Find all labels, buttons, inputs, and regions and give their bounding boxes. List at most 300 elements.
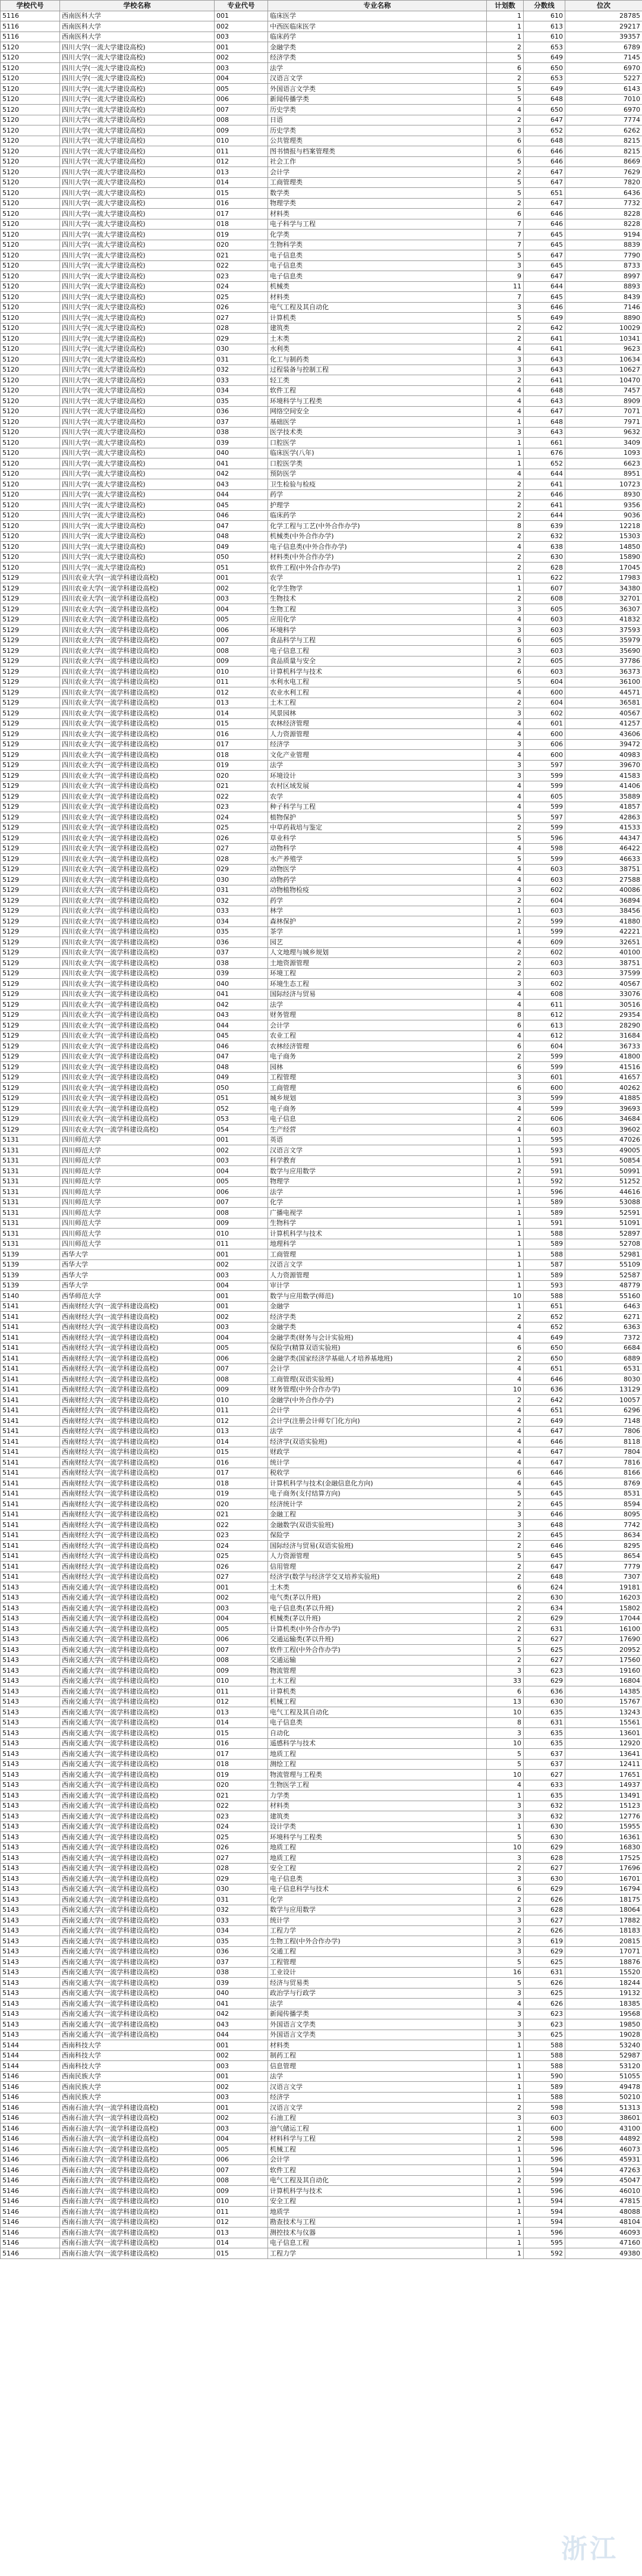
- cell-rank: 14850: [565, 542, 642, 552]
- table-row: [1, 1374, 642, 1385]
- cell-plan-count: 2: [487, 1562, 524, 1572]
- cell-plan-count: 4: [487, 937, 524, 948]
- cell-rank: 18385: [565, 1999, 642, 2009]
- cell-score-line: 630: [524, 1592, 565, 1603]
- table-row: [1, 1343, 642, 1353]
- cell-major-code: 023: [215, 1530, 268, 1541]
- cell-school-code: 5146: [1, 2092, 60, 2103]
- cell-plan-count: 1: [487, 1176, 524, 1187]
- table-row: [1, 1821, 642, 1832]
- table-row: [1, 1509, 642, 1520]
- cell-school-code: 5129: [1, 854, 60, 865]
- cell-rank: 39357: [565, 32, 642, 42]
- cell-major-name: 外国语言文学类: [268, 2019, 487, 2030]
- cell-school-code: 5120: [1, 156, 60, 167]
- cell-score-line: 649: [524, 1333, 565, 1343]
- table-row: [1, 1478, 642, 1489]
- table-row: [1, 1249, 642, 1260]
- cell-major-code: 002: [215, 1259, 268, 1270]
- table-row: [1, 708, 642, 719]
- cell-rank: 8839: [565, 240, 642, 250]
- table-row: [1, 167, 642, 178]
- cell-major-name: 轻工类: [268, 375, 487, 386]
- table-row: [1, 1197, 642, 1208]
- cell-score-line: 642: [524, 323, 565, 334]
- cell-major-code: 009: [215, 656, 268, 667]
- cell-school-name: 四川大学(一流大学建设高校): [60, 375, 215, 386]
- cell-school-code: 5141: [1, 1405, 60, 1416]
- cell-rank: 29354: [565, 1010, 642, 1020]
- cell-rank: 46633: [565, 854, 642, 865]
- cell-major-code: 005: [215, 2144, 268, 2155]
- cell-plan-count: 1: [487, 2186, 524, 2197]
- cell-rank: 29217: [565, 21, 642, 32]
- cell-rank: 47815: [565, 2196, 642, 2207]
- table-row: [1, 667, 642, 677]
- table-row: [1, 281, 642, 292]
- cell-major-name: 自动化: [268, 1728, 487, 1739]
- cell-major-name: 电子信息: [268, 1114, 487, 1124]
- cell-school-name: 西南交通大学(一流学科建设高校): [60, 1645, 215, 1655]
- cell-major-code: 040: [215, 1988, 268, 1999]
- cell-school-name: 四川农业大学(一流学科建设高校): [60, 771, 215, 781]
- cell-plan-count: 1: [487, 2154, 524, 2165]
- cell-plan-count: 1: [487, 1249, 524, 1260]
- cell-school-code: 5141: [1, 1499, 60, 1510]
- cell-major-code: 020: [215, 1499, 268, 1510]
- cell-plan-count: 2: [487, 198, 524, 209]
- cell-score-line: 610: [524, 11, 565, 21]
- cell-major-code: 036: [215, 937, 268, 948]
- cell-plan-count: 2: [487, 1863, 524, 1874]
- cell-major-code: 023: [215, 271, 268, 282]
- cell-school-code: 5129: [1, 1114, 60, 1124]
- cell-plan-count: 10: [487, 1707, 524, 1718]
- cell-plan-count: 4: [487, 1124, 524, 1135]
- cell-school-code: 5120: [1, 302, 60, 313]
- cell-school-code: 5146: [1, 2248, 60, 2259]
- cell-major-name: 数学与应用数学: [268, 1166, 487, 1177]
- cell-school-name: 西南财经大学(一流学科建设高校): [60, 1353, 215, 1364]
- cell-school-name: 四川大学(一流大学建设高校): [60, 542, 215, 552]
- cell-school-code: 5120: [1, 125, 60, 136]
- table-row: [1, 906, 642, 916]
- cell-major-code: 020: [215, 771, 268, 781]
- cell-major-code: 006: [215, 94, 268, 105]
- table-row: [1, 1093, 642, 1104]
- cell-school-name: 西华大学: [60, 1259, 215, 1270]
- cell-plan-count: 2: [487, 42, 524, 53]
- cell-major-name: 机械类(茅以升班): [268, 1613, 487, 1624]
- cell-rank: 6970: [565, 105, 642, 115]
- table-row: [1, 1686, 642, 1697]
- cell-plan-count: 1: [487, 2248, 524, 2259]
- cell-plan-count: 1: [487, 438, 524, 448]
- cell-score-line: 603: [524, 667, 565, 677]
- cell-major-code: 042: [215, 469, 268, 479]
- cell-major-name: 地质学: [268, 2207, 487, 2217]
- table-row: [1, 854, 642, 865]
- cell-school-name: 四川大学(一流大学建设高校): [60, 479, 215, 490]
- cell-plan-count: 33: [487, 1676, 524, 1686]
- cell-score-line: 592: [524, 1176, 565, 1187]
- cell-score-line: 599: [524, 1093, 565, 1104]
- cell-school-name: 四川大学(一流大学建设高校): [60, 73, 215, 84]
- cell-school-code: 5129: [1, 989, 60, 1000]
- cell-rank: 20815: [565, 1936, 642, 1947]
- cell-score-line: 653: [524, 73, 565, 84]
- cell-score-line: 651: [524, 1405, 565, 1416]
- table-row: [1, 375, 642, 386]
- cell-school-code: 5143: [1, 1946, 60, 1957]
- table-row: [1, 1717, 642, 1728]
- cell-major-code: 048: [215, 531, 268, 542]
- cell-major-name: 软件工程(中外合作办学): [268, 1645, 487, 1655]
- cell-major-code: 025: [215, 1832, 268, 1843]
- cell-major-name: 经济学类: [268, 1312, 487, 1322]
- cell-school-code: 5120: [1, 198, 60, 209]
- cell-score-line: 648: [524, 385, 565, 396]
- cell-plan-count: 3: [487, 1936, 524, 1947]
- cell-school-name: 四川大学(一流大学建设高校): [60, 94, 215, 105]
- cell-plan-count: 4: [487, 1031, 524, 1041]
- cell-plan-count: 3: [487, 427, 524, 438]
- cell-major-name: 国际经济与贸易(双语实验班): [268, 1541, 487, 1551]
- cell-school-code: 5143: [1, 1925, 60, 1936]
- cell-major-code: 013: [215, 698, 268, 708]
- table-row: [1, 302, 642, 313]
- cell-school-code: 5120: [1, 385, 60, 396]
- cell-rank: 7732: [565, 198, 642, 209]
- cell-score-line: 636: [524, 1686, 565, 1697]
- cell-major-name: 设计学类: [268, 1821, 487, 1832]
- cell-rank: 47026: [565, 1135, 642, 1145]
- table-row: [1, 1562, 642, 1572]
- cell-major-code: 020: [215, 240, 268, 250]
- cell-major-name: 建筑类: [268, 323, 487, 334]
- cell-rank: 44892: [565, 2134, 642, 2144]
- table-row: [1, 209, 642, 219]
- cell-score-line: 603: [524, 625, 565, 636]
- table-row: [1, 604, 642, 615]
- cell-plan-count: 1: [487, 1218, 524, 1229]
- cell-rank: 40086: [565, 885, 642, 896]
- cell-major-name: 人力资源管理: [268, 1270, 487, 1281]
- cell-school-name: 四川农业大学(一流学科建设高校): [60, 1104, 215, 1114]
- cell-school-name: 西南财经大学(一流学科建设高校): [60, 1322, 215, 1333]
- cell-school-name: 西南民族大学: [60, 2082, 215, 2093]
- table-row: [1, 219, 642, 230]
- table-row: [1, 2009, 642, 2019]
- cell-school-code: 5120: [1, 84, 60, 95]
- table-row: [1, 760, 642, 771]
- cell-major-code: 009: [215, 2186, 268, 2197]
- cell-school-code: 5144: [1, 2050, 60, 2061]
- cell-school-name: 四川农业大学(一流学科建设高校): [60, 677, 215, 687]
- cell-school-name: 四川农业大学(一流学科建设高校): [60, 1062, 215, 1073]
- cell-school-name: 西南交通大学(一流学科建设高校): [60, 1811, 215, 1822]
- table-row: [1, 1416, 642, 1427]
- table-row: [1, 94, 642, 105]
- cell-school-name: 四川师范大学: [60, 1176, 215, 1187]
- cell-school-name: 四川大学(一流大学建设高校): [60, 427, 215, 438]
- cell-score-line: 595: [524, 2238, 565, 2248]
- cell-major-code: 046: [215, 510, 268, 521]
- cell-score-line: 603: [524, 958, 565, 969]
- table-row: [1, 885, 642, 896]
- cell-plan-count: 5: [487, 677, 524, 687]
- cell-major-code: 003: [215, 1270, 268, 1281]
- cell-plan-count: 1: [487, 2082, 524, 2093]
- cell-school-code: 5143: [1, 1967, 60, 1978]
- cell-major-name: 材料类: [268, 2040, 487, 2051]
- cell-school-code: 5120: [1, 94, 60, 105]
- cell-school-code: 5129: [1, 781, 60, 791]
- cell-rank: 9036: [565, 510, 642, 521]
- cell-plan-count: 5: [487, 1832, 524, 1843]
- cell-plan-count: 1: [487, 1280, 524, 1291]
- cell-plan-count: 2: [487, 2134, 524, 2144]
- cell-major-name: 工商管理: [268, 1083, 487, 1094]
- cell-school-code: 5129: [1, 1000, 60, 1010]
- cell-rank: 18876: [565, 1957, 642, 1968]
- cell-score-line: 645: [524, 1530, 565, 1541]
- table-row: [1, 1780, 642, 1790]
- table-row: [1, 406, 642, 417]
- cell-score-line: 629: [524, 1676, 565, 1686]
- cell-major-code: 006: [215, 1634, 268, 1645]
- cell-score-line: 626: [524, 1978, 565, 1988]
- cell-school-name: 四川农业大学(一流学科建设高校): [60, 875, 215, 885]
- cell-major-name: 物流管理与工程类: [268, 1770, 487, 1780]
- cell-rank: 17651: [565, 1770, 642, 1780]
- cell-rank: 42863: [565, 812, 642, 823]
- cell-rank: 36100: [565, 677, 642, 687]
- cell-plan-count: 4: [487, 1364, 524, 1374]
- cell-plan-count: 3: [487, 302, 524, 313]
- table-row: [1, 1728, 642, 1739]
- cell-plan-count: 6: [487, 1062, 524, 1073]
- cell-rank: 7010: [565, 94, 642, 105]
- cell-major-code: 015: [215, 1728, 268, 1739]
- cell-school-name: 四川农业大学(一流学科建设高校): [60, 739, 215, 750]
- cell-major-name: 金融学类: [268, 42, 487, 53]
- cell-plan-count: 4: [487, 1000, 524, 1010]
- cell-school-name: 西南财经大学(一流学科建设高校): [60, 1364, 215, 1374]
- cell-school-code: 5143: [1, 1624, 60, 1635]
- table-row: [1, 1790, 642, 1801]
- cell-school-code: 5129: [1, 604, 60, 615]
- table-row: [1, 781, 642, 791]
- cell-school-name: 西南财经大学(一流学科建设高校): [60, 1437, 215, 1447]
- cell-major-name: 机械类: [268, 281, 487, 292]
- cell-plan-count: 3: [487, 365, 524, 375]
- cell-plan-count: 3: [487, 1093, 524, 1104]
- cell-score-line: 650: [524, 105, 565, 115]
- cell-major-name: 工商管理类: [268, 177, 487, 188]
- cell-school-name: 四川农业大学(一流学科建设高校): [60, 593, 215, 604]
- cell-major-name: 水产养殖学: [268, 854, 487, 865]
- cell-school-code: 5129: [1, 708, 60, 719]
- cell-rank: 10057: [565, 1395, 642, 1406]
- cell-plan-count: 6: [487, 1686, 524, 1697]
- table-row: [1, 1384, 642, 1395]
- cell-score-line: 610: [524, 32, 565, 42]
- cell-school-code: 5120: [1, 188, 60, 199]
- cell-school-code: 5141: [1, 1364, 60, 1374]
- cell-school-name: 西南交通大学(一流学科建设高校): [60, 1967, 215, 1978]
- cell-score-line: 676: [524, 448, 565, 458]
- cell-major-name: 电子信息类: [268, 271, 487, 282]
- cell-plan-count: 6: [487, 1343, 524, 1353]
- cell-school-code: 5144: [1, 2040, 60, 2051]
- cell-plan-count: 5: [487, 1488, 524, 1499]
- cell-school-code: 5120: [1, 63, 60, 74]
- cell-school-name: 西南石油大学(一流学科建设高校): [60, 2217, 215, 2228]
- cell-plan-count: 4: [487, 687, 524, 698]
- cell-school-name: 四川大学(一流大学建设高校): [60, 448, 215, 458]
- cell-major-name: 法学: [268, 1000, 487, 1010]
- cell-school-name: 西南石油大学(一流学科建设高校): [60, 2186, 215, 2197]
- cell-school-code: 5120: [1, 344, 60, 354]
- cell-plan-count: 8: [487, 1717, 524, 1728]
- cell-plan-count: 1: [487, 417, 524, 428]
- cell-plan-count: 2: [487, 1603, 524, 1614]
- table-row: [1, 573, 642, 583]
- cell-rank: 17071: [565, 1946, 642, 1957]
- cell-school-name: 四川大学(一流大学建设高校): [60, 167, 215, 178]
- cell-score-line: 605: [524, 791, 565, 802]
- table-row: [1, 188, 642, 199]
- cell-score-line: 647: [524, 271, 565, 282]
- cell-school-code: 5120: [1, 427, 60, 438]
- cell-rank: 10723: [565, 479, 642, 490]
- cell-school-code: 5141: [1, 1520, 60, 1531]
- table-row: [1, 344, 642, 354]
- cell-school-name: 四川师范大学: [60, 1239, 215, 1249]
- table-row: [1, 2092, 642, 2103]
- header-plan-count: 计划数: [487, 1, 524, 11]
- cell-major-code: 028: [215, 1863, 268, 1874]
- cell-plan-count: 5: [487, 1759, 524, 1770]
- table-row: [1, 1426, 642, 1437]
- cell-major-code: 025: [215, 1551, 268, 1562]
- cell-rank: 8893: [565, 281, 642, 292]
- cell-score-line: 649: [524, 1416, 565, 1427]
- cell-rank: 52708: [565, 1239, 642, 1249]
- cell-school-name: 西南石油大学(一流学科建设高校): [60, 2154, 215, 2165]
- cell-plan-count: 1: [487, 2092, 524, 2103]
- cell-school-code: 5120: [1, 531, 60, 542]
- cell-score-line: 643: [524, 427, 565, 438]
- cell-school-name: 西南财经大学(一流学科建设高校): [60, 1551, 215, 1562]
- cell-major-code: 054: [215, 1124, 268, 1135]
- cell-score-line: 605: [524, 656, 565, 667]
- cell-major-name: 汉语言文学: [268, 1259, 487, 1270]
- cell-school-code: 5141: [1, 1374, 60, 1385]
- cell-plan-count: 1: [487, 1208, 524, 1218]
- cell-school-code: 5143: [1, 1853, 60, 1864]
- cell-major-name: 农业水利工程: [268, 687, 487, 698]
- table-row: [1, 2217, 642, 2228]
- cell-major-code: 014: [215, 177, 268, 188]
- cell-school-name: 西南石油大学(一流学科建设高校): [60, 2165, 215, 2176]
- cell-major-code: 011: [215, 1686, 268, 1697]
- cell-score-line: 661: [524, 438, 565, 448]
- cell-rank: 15890: [565, 552, 642, 563]
- cell-plan-count: 3: [487, 354, 524, 365]
- cell-rank: 43100: [565, 2123, 642, 2134]
- table-row: [1, 1988, 642, 1999]
- cell-school-name: 西南财经大学(一流学科建设高校): [60, 1509, 215, 1520]
- cell-school-name: 西南石油大学(一流学科建设高校): [60, 2103, 215, 2113]
- table-row: [1, 198, 642, 209]
- cell-school-code: 5120: [1, 500, 60, 511]
- cell-major-name: 数学与应用数学: [268, 1905, 487, 1915]
- cell-score-line: 644: [524, 281, 565, 292]
- cell-school-code: 5143: [1, 1915, 60, 1926]
- cell-major-name: 口腔医学类: [268, 458, 487, 469]
- table-row: [1, 2019, 642, 2030]
- cell-school-code: 5120: [1, 73, 60, 84]
- cell-rank: 27588: [565, 875, 642, 885]
- cell-plan-count: 2: [487, 1624, 524, 1635]
- cell-major-name: 计算机类(中外合作办学): [268, 1624, 487, 1635]
- cell-major-code: 041: [215, 458, 268, 469]
- cell-plan-count: 1: [487, 1145, 524, 1156]
- cell-plan-count: 1: [487, 11, 524, 21]
- cell-major-code: 004: [215, 1613, 268, 1624]
- cell-rank: 1093: [565, 448, 642, 458]
- table-row: [1, 1967, 642, 1978]
- cell-plan-count: 5: [487, 84, 524, 95]
- cell-school-code: 5129: [1, 614, 60, 625]
- table-row: [1, 1999, 642, 2009]
- cell-school-code: 5120: [1, 260, 60, 271]
- cell-school-name: 四川农业大学(一流学科建设高校): [60, 1083, 215, 1094]
- cell-major-name: 建筑类: [268, 1811, 487, 1822]
- cell-school-code: 5143: [1, 2019, 60, 2030]
- cell-school-code: 5143: [1, 2009, 60, 2019]
- cell-major-code: 043: [215, 2019, 268, 2030]
- cell-rank: 9356: [565, 500, 642, 511]
- table-row: [1, 1041, 642, 1052]
- cell-major-name: 网络空间安全: [268, 406, 487, 417]
- cell-plan-count: 10: [487, 1770, 524, 1780]
- cell-school-code: 5143: [1, 1957, 60, 1968]
- cell-plan-count: 4: [487, 1322, 524, 1333]
- cell-school-name: 四川大学(一流大学建设高校): [60, 271, 215, 282]
- cell-major-code: 003: [215, 2123, 268, 2134]
- cell-plan-count: 4: [487, 729, 524, 740]
- cell-plan-count: 1: [487, 1229, 524, 1239]
- table-row: [1, 1915, 642, 1926]
- cell-school-code: 5120: [1, 552, 60, 563]
- cell-plan-count: 6: [487, 63, 524, 74]
- table-row: [1, 1925, 642, 1936]
- table-row: [1, 2238, 642, 2248]
- cell-major-name: 软件工程: [268, 2165, 487, 2176]
- cell-rank: 36307: [565, 604, 642, 615]
- cell-major-name: 软件工程(中外合作办学): [268, 563, 487, 573]
- cell-school-name: 四川农业大学(一流学科建设高校): [60, 937, 215, 948]
- cell-major-code: 012: [215, 156, 268, 167]
- cell-score-line: 645: [524, 1551, 565, 1562]
- cell-major-code: 044: [215, 489, 268, 500]
- cell-school-code: 5143: [1, 1634, 60, 1645]
- cell-school-name: 西南医科大学: [60, 32, 215, 42]
- cell-school-name: 四川农业大学(一流学科建设高校): [60, 635, 215, 646]
